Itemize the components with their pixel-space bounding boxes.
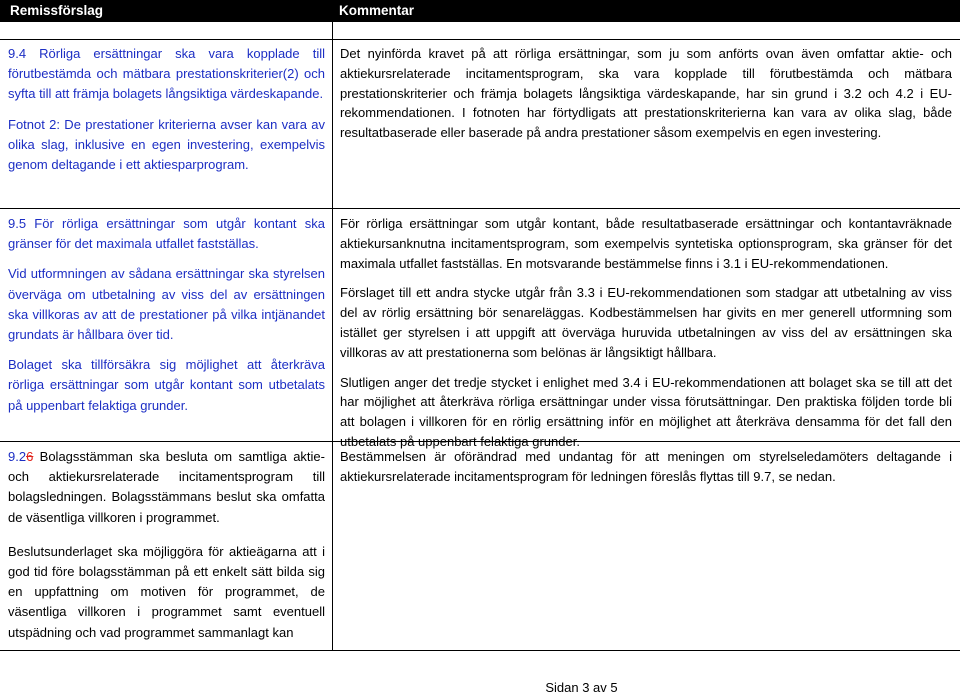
- paragraph: Bestämmelsen är oförändrad med undantag för att meningen om styrelseledamöters deltagande i aktiekursrelaterade incitamentsprogram för ledningen föreslås flyttas till 9.7, se nedan.: [340, 449, 952, 484]
- paragraph: Bolaget ska tillförsäkra sig möjlighet att återkräva rörliga ersättningar som utgår kontant som utbetalats på uppenbart felaktiga grunder.: [8, 357, 325, 413]
- comment-9-4: [340, 44, 952, 143]
- header-remissforslag: Remissförslag: [10, 3, 104, 18]
- column-divider: [332, 22, 333, 650]
- paragraph: Det nyinförda kravet på att rörliga ersättningar, som ju som anförts ovan även omfattar aktie- och aktiekursrelaterade incitamentsprogram, ska vara kopplade till förutbestämda och mätbara prestationskriterier och främja bolagets långsiktiga värdeskapande, har sin grund i 3.2 och 4.2 i EU-rekommendationen. I fotnoten har förtydligats att prestationskriterierna kan vara av olika slag, både resultatbaserade eller baserade på andra prestationer såsom exempelvis en egen investering.: [340, 46, 952, 141]
- paragraph: Slutligen anger det tredje stycket i enlighet med 3.4 i EU-rekommendationen att bolaget ska se till att det har möjlighet att återkräva rörliga ersättningar under vissa förutsättningar. Den praktiska följden torde bli att bolagen i villkoren för en rörlig ersättning inför en möjlighet att återkräva densamma för det fall den utbetalats på uppenbart felaktiga grunder.: [340, 374, 952, 449]
- paragraph: Förslaget till ett andra stycke utgår från 3.3 i EU-rekommendationen som stadgar att utbetalning av viss del av rörlig ersättning bör senareläggas. Kodbestämmelsen har givits en mer generell utformning som istället ger styrelsen i att uppgift att överväga huruvida utbetalningen av viss del av ersättningen ska villkoras av att prestationerna som belönas är långsiktigt hållbara.: [340, 285, 952, 360]
- paragraph: För rörliga ersättningar som utgår kontant, både resultatbaserade ersättningar och kontantavräknade aktiekursanknutna incitamentsprogram, som exempelvis syntetiska optionsprogram, ska gränser för det maximala utfallet fastställas. En motsvarande bestämmelse finns i 3.1 i EU-rekommendationen.: [340, 216, 952, 271]
- comment-9-5: [340, 214, 952, 452]
- page-number: Sidan 3 av 5: [545, 680, 618, 695]
- paragraph: Beslutsunderlaget ska möjliggöra för aktieägarna att i god tid före bolagsstämman på ett enkelt sätt bilda sig en uppfattning om motiven för programmet, de väsentliga villkoren i programmet samt eventuell utspädning och vad programmet sammanlagt kan: [8, 543, 325, 640]
- header-kommentar: Kommentar: [339, 3, 415, 18]
- row-divider: [0, 208, 960, 209]
- row-divider: [0, 39, 960, 40]
- paragraph: 9.4 Rörliga ersättningar ska vara kopplade till förutbestämda och mätbara prestationskriterier(2) och syfta till att främja bolagets långsiktiga värdeskapande.: [8, 46, 325, 102]
- proposal-9-4: [8, 44, 325, 175]
- table-header: [0, 0, 960, 22]
- section-number: 9.26: [8, 449, 34, 464]
- paragraph: Vid utformningen av sådana ersättningar ska styrelsen överväga om utbetalning av viss del av ersättningen ska villkoras av att de prestationer på vilka intjänandet grundats är hållbara över tid.: [8, 266, 325, 343]
- proposal-9-6: [8, 447, 325, 643]
- paragraph: 9.5 För rörliga ersättningar som utgår kontant ska gränser för det maximala utfallet fastställas.: [8, 216, 325, 252]
- footnote-2: Fotnot 2: De prestationer kriterierna avser kan vara av olika slag, inklusive en egen investering, exempelvis genom deltagande i ett aktiesparprogram.: [8, 116, 325, 173]
- comment-9-6: [340, 447, 952, 487]
- table-bottom-border: [0, 650, 960, 651]
- proposal-9-5: [8, 214, 325, 416]
- paragraph: 9.26 Bolagsstämman ska besluta om samtliga aktie- och aktiekursrelaterade incitamentsprogram till bolagsledningen. Bolagsstämmans beslut ska omfatta de väsentliga villkoren i programmet.: [8, 449, 325, 525]
